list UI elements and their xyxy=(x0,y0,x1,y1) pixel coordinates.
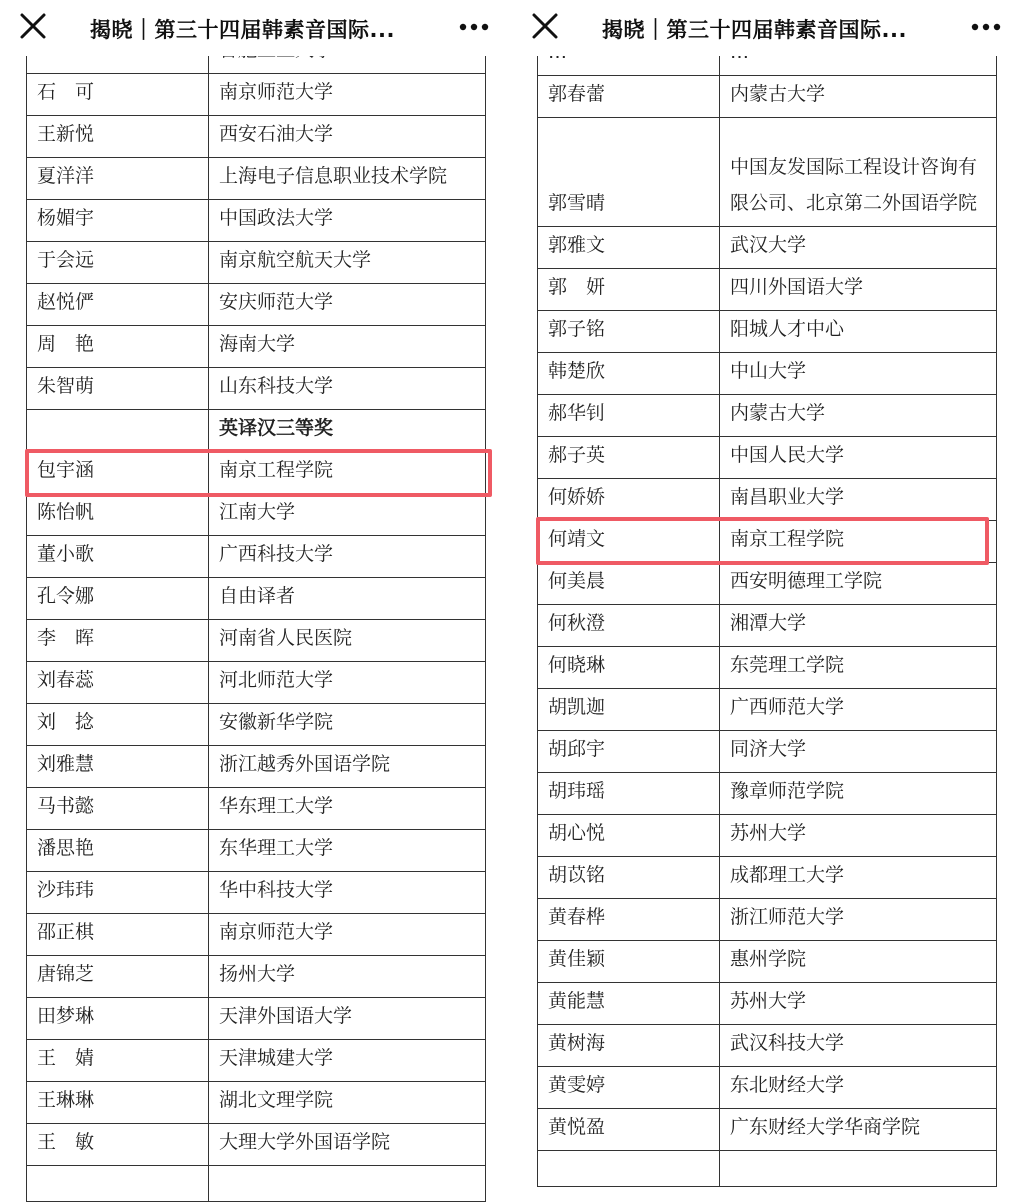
table-row xyxy=(27,116,486,158)
left-table-scroll[interactable] xyxy=(0,0,512,1153)
awardee-name: 何靖文 xyxy=(538,520,720,562)
awardee-name: 何娇娇 xyxy=(538,478,720,520)
awardee-name: 孔令娜 xyxy=(27,578,209,620)
table-row xyxy=(538,604,997,646)
awardee-name: 周 艳 xyxy=(27,326,209,368)
awardee-organization: 安徽新华学院 xyxy=(209,704,486,746)
awardee-name: 郝华钊 xyxy=(538,394,720,436)
awardee-name: 石 可 xyxy=(27,74,209,116)
awardee-organization: 华中科技大学 xyxy=(209,872,486,914)
awardee-organization: 江南大学 xyxy=(209,494,486,536)
table-row xyxy=(538,898,997,940)
awardee-organization: 西安石油大学 xyxy=(209,116,486,158)
table-row xyxy=(538,118,997,227)
awardee-organization: 浙江越秀外国语学院 xyxy=(209,746,486,788)
table-row xyxy=(27,74,486,116)
table-row xyxy=(27,1124,486,1166)
awardee-name: 杨媚宇 xyxy=(27,200,209,242)
table-row xyxy=(27,872,486,914)
table-row xyxy=(538,1024,997,1066)
right-award-table xyxy=(537,33,997,1187)
awardee-name: 陈怡帆 xyxy=(27,494,209,536)
table-row xyxy=(27,452,486,494)
awardee-organization: 河南省人民医院 xyxy=(209,620,486,662)
table-row xyxy=(27,620,486,662)
awardee-name: 郭雅文 xyxy=(538,226,720,268)
table-row xyxy=(27,494,486,536)
right-table-scroll[interactable] xyxy=(512,0,1024,1138)
close-icon[interactable] xyxy=(18,11,48,41)
table-row xyxy=(538,940,997,982)
awardee-name: 黄树海 xyxy=(538,1024,720,1066)
awardee-organization: 安庆师范大学 xyxy=(209,284,486,326)
awardee-name: 胡苡铭 xyxy=(538,856,720,898)
awardee-organization xyxy=(720,1150,997,1186)
awardee-name: 于会远 xyxy=(27,242,209,284)
table-row xyxy=(538,352,997,394)
table-row xyxy=(27,746,486,788)
awardee-organization: 南昌职业大学 xyxy=(720,478,997,520)
awardee-name: 马书懿 xyxy=(27,788,209,830)
table-row xyxy=(27,200,486,242)
awardee-organization: 内蒙古大学 xyxy=(720,76,997,118)
table-row xyxy=(27,914,486,956)
table-row xyxy=(538,772,997,814)
more-options-icon[interactable] xyxy=(458,16,490,38)
awardee-organization: 武汉大学 xyxy=(720,226,997,268)
table-row xyxy=(27,998,486,1040)
awardee-organization: 广西科技大学 xyxy=(209,536,486,578)
table-row xyxy=(538,814,997,856)
awardee-name: 唐锦芝 xyxy=(27,956,209,998)
table-row xyxy=(538,982,997,1024)
awardee-organization: 四川外国语大学 xyxy=(720,268,997,310)
awardee-organization: 阳城人才中心 xyxy=(720,310,997,352)
table-row xyxy=(538,394,997,436)
awardee-name: 何秋澄 xyxy=(538,604,720,646)
awardee-organization: 成都理工大学 xyxy=(720,856,997,898)
award-section-heading: 英译汉三等奖 xyxy=(209,410,486,452)
awardee-organization: 南京工程学院 xyxy=(209,452,486,494)
awardee-name: 王琳琳 xyxy=(27,1082,209,1124)
table-row xyxy=(27,326,486,368)
awardee-organization: 广东财经大学华商学院 xyxy=(720,1108,997,1150)
awardee-name xyxy=(27,1166,209,1202)
awardee-name: 胡心悦 xyxy=(538,814,720,856)
awardee-name: 黄能慧 xyxy=(538,982,720,1024)
awardee-organization: 东莞理工学院 xyxy=(720,646,997,688)
awardee-name: 李 晖 xyxy=(27,620,209,662)
awardee-organization: 东北财经大学 xyxy=(720,1066,997,1108)
awardee-name: 郭春蕾 xyxy=(538,76,720,118)
awardee-name: 刘春蕊 xyxy=(27,662,209,704)
table-row xyxy=(538,562,997,604)
awardee-organization: 南京师范大学 xyxy=(209,914,486,956)
table-row xyxy=(538,226,997,268)
table-row xyxy=(27,1166,486,1202)
awardee-organization: 海南大学 xyxy=(209,326,486,368)
awardee-name: 胡玮瑶 xyxy=(538,772,720,814)
awardee-organization: 扬州大学 xyxy=(209,956,486,998)
awardee-name: 潘思艳 xyxy=(27,830,209,872)
awardee-name: 刘 捻 xyxy=(27,704,209,746)
awardee-organization: 东华理工大学 xyxy=(209,830,486,872)
table-row xyxy=(27,830,486,872)
table-row xyxy=(538,76,997,118)
table-row xyxy=(538,436,997,478)
awardee-organization: 中国友发国际工程设计咨询有限公司、北京第二外国语学院 xyxy=(720,118,997,227)
awardee-organization: 苏州大学 xyxy=(720,814,997,856)
table-row xyxy=(27,536,486,578)
awardee-organization: 浙江师范大学 xyxy=(720,898,997,940)
awardee-name: 何晓琳 xyxy=(538,646,720,688)
awardee-organization: 自由译者 xyxy=(209,578,486,620)
awardee-name: 包宇涵 xyxy=(27,452,209,494)
awardee-organization: 天津外国语大学 xyxy=(209,998,486,1040)
awardee-name: 郭子铭 xyxy=(538,310,720,352)
table-row xyxy=(27,242,486,284)
awardee-organization: 惠州学院 xyxy=(720,940,997,982)
awardee-organization: 内蒙古大学 xyxy=(720,394,997,436)
table-row xyxy=(27,704,486,746)
table-row xyxy=(27,158,486,200)
awardee-name: 韩楚欣 xyxy=(538,352,720,394)
awardee-organization: 天津城建大学 xyxy=(209,1040,486,1082)
awardee-name: 胡凯迦 xyxy=(538,688,720,730)
awardee-name: 何美晨 xyxy=(538,562,720,604)
table-row xyxy=(538,1066,997,1108)
table-row xyxy=(27,410,486,452)
awardee-name: 郭 妍 xyxy=(538,268,720,310)
awardee-name: 黄春桦 xyxy=(538,898,720,940)
awardee-organization: 西安明德理工学院 xyxy=(720,562,997,604)
awardee-name: 郝子英 xyxy=(538,436,720,478)
left-top-bar xyxy=(0,0,512,56)
awardee-name: 董小歌 xyxy=(27,536,209,578)
awardee-name xyxy=(538,1150,720,1186)
table-row xyxy=(27,788,486,830)
awardee-organization: 湘潭大学 xyxy=(720,604,997,646)
table-row xyxy=(27,1040,486,1082)
awardee-organization: 山东科技大学 xyxy=(209,368,486,410)
awardee-organization xyxy=(209,1166,486,1202)
right-screen xyxy=(512,0,1024,1138)
awardee-organization: 中山大学 xyxy=(720,352,997,394)
awardee-name: 赵悦俨 xyxy=(27,284,209,326)
awardee-name xyxy=(27,410,209,452)
table-row xyxy=(538,268,997,310)
awardee-organization: 广西师范大学 xyxy=(720,688,997,730)
awardee-organization: 上海电子信息职业技术学院 xyxy=(209,158,486,200)
awardee-organization: 中国政法大学 xyxy=(209,200,486,242)
more-options-icon[interactable] xyxy=(970,16,1002,38)
table-row xyxy=(538,310,997,352)
table-row xyxy=(538,856,997,898)
awardee-organization: 苏州大学 xyxy=(720,982,997,1024)
awardee-name: 黄雯婷 xyxy=(538,1066,720,1108)
table-row xyxy=(538,1108,997,1150)
awardee-name: 邵正棋 xyxy=(27,914,209,956)
awardee-name: 黄佳颖 xyxy=(538,940,720,982)
table-row xyxy=(538,520,997,562)
awardee-organization: 武汉科技大学 xyxy=(720,1024,997,1066)
awardee-organization: 中国人民大学 xyxy=(720,436,997,478)
awardee-name: 沙玮玮 xyxy=(27,872,209,914)
table-row xyxy=(538,688,997,730)
table-row xyxy=(538,646,997,688)
left-screen xyxy=(0,0,512,1153)
awardee-organization: 大理大学外国语学院 xyxy=(209,1124,486,1166)
close-icon[interactable] xyxy=(530,11,560,41)
table-row xyxy=(538,478,997,520)
awardee-name: 朱智萌 xyxy=(27,368,209,410)
right-top-bar xyxy=(512,0,1024,56)
awardee-organization: 南京师范大学 xyxy=(209,74,486,116)
awardee-organization: 华东理工大学 xyxy=(209,788,486,830)
awardee-name: 黄悦盈 xyxy=(538,1108,720,1150)
awardee-name: 刘雅慧 xyxy=(27,746,209,788)
awardee-name: 夏洋洋 xyxy=(27,158,209,200)
table-row xyxy=(27,368,486,410)
awardee-organization: 湖北文理学院 xyxy=(209,1082,486,1124)
awardee-organization: 南京工程学院 xyxy=(720,520,997,562)
table-row xyxy=(538,730,997,772)
page-title-left: 揭晓｜第三十四届韩素音国际... xyxy=(90,18,395,42)
awardee-name: 王 婧 xyxy=(27,1040,209,1082)
table-row xyxy=(27,284,486,326)
awardee-name: 王新悦 xyxy=(27,116,209,158)
awardee-name: 郭雪晴 xyxy=(538,118,720,227)
page-title-right: 揭晓｜第三十四届韩素音国际... xyxy=(602,18,907,42)
table-row xyxy=(27,956,486,998)
awardee-name: 田梦琳 xyxy=(27,998,209,1040)
awardee-name: 胡邱宇 xyxy=(538,730,720,772)
table-row xyxy=(538,1150,997,1186)
awardee-organization: 河北师范大学 xyxy=(209,662,486,704)
awardee-organization: 豫章师范学院 xyxy=(720,772,997,814)
table-row xyxy=(27,1082,486,1124)
awardee-name: 王 敏 xyxy=(27,1124,209,1166)
left-award-table xyxy=(26,31,486,1202)
awardee-organization: 同济大学 xyxy=(720,730,997,772)
table-row xyxy=(27,662,486,704)
awardee-organization: 南京航空航天大学 xyxy=(209,242,486,284)
table-row xyxy=(27,578,486,620)
